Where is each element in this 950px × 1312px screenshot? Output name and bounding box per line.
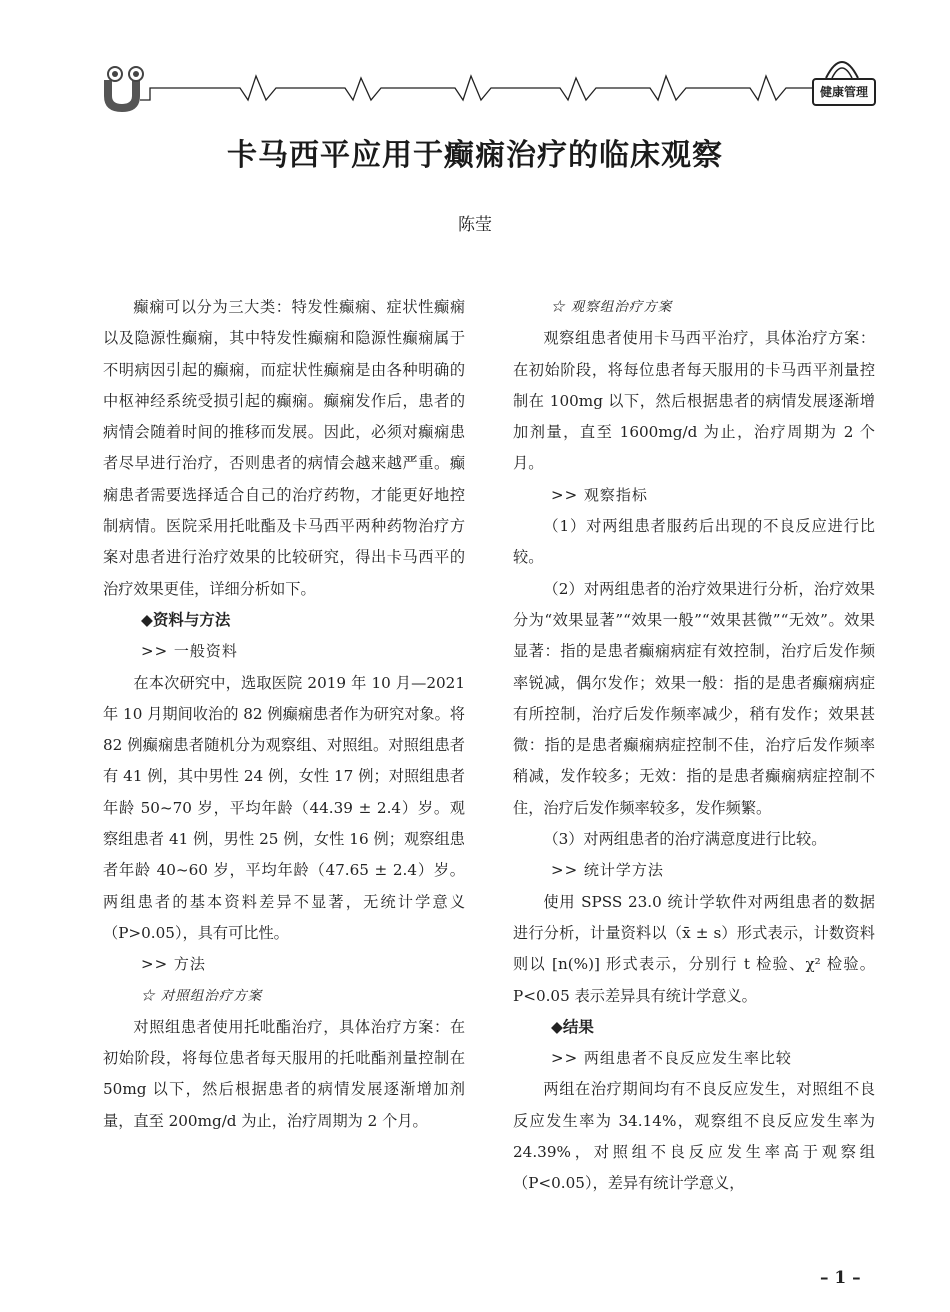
- section-heading: ◆资料与方法: [141, 610, 231, 629]
- sub-subsection-heading: ☆ 观察组治疗方案: [551, 299, 673, 315]
- paragraph: [103, 292, 465, 605]
- left-column: [103, 292, 465, 1137]
- subsection-heading: >> 一般资料: [141, 642, 238, 661]
- paragraph-text: 使用 SPSS 23.0 统计学软件对两组患者的数据进行分析，计量资料以（x̄ ± s）形式表示，计数资料则以 [n(%)] 形式表示，分别行 t 检验、χ² 检验。P<0.05 表示差异具有统计学意义。: [513, 892, 875, 1005]
- paragraph: [103, 668, 465, 950]
- paragraph-text: （2）对两组患者的治疗效果进行分析，治疗效果分为“效果显著”“效果一般”“效果甚微”“无效”。效果显著：指的是患者癫痫病症有效控制，治疗后发作频率锐减，偶尔发作；效果一般：指的是患者癫痫病症有所控制，治疗后发作频率减少，稍有发作；效果甚微：指的是患者癫痫病症控制不佳，治疗后发作频率稍减，发作较多；无效：指的是患者癫痫病症控制不住，治疗后发作频率较多，发作频繁。: [513, 579, 875, 817]
- paragraph: [513, 1074, 875, 1199]
- article-author: 陈莹: [458, 215, 492, 235]
- paragraph: [513, 824, 875, 855]
- section-tag: 健康管理: [812, 78, 876, 106]
- tag-handle-icon: [826, 62, 858, 78]
- paragraph-text: （1）对两组患者服药后出现的不良反应进行比较。: [513, 517, 875, 567]
- page-header: [0, 0, 950, 130]
- paragraph: [103, 1012, 465, 1137]
- subsection-heading: >> 方法: [141, 955, 206, 974]
- paragraph-text: （3）对两组患者的治疗满意度进行比较。: [543, 830, 827, 849]
- paragraph-text: 在本次研究中，选取医院 2019 年 10 月—2021 年 10 月期间收治的 82 例癫痫患者作为研究对象。将 82 例癫痫患者随机分为观察组、对照组。对照组患者有 41 例，其中男性 24 例，女性 17 例；对照组患者年龄 50~70 岁，平均年龄（44.39 ± 2.4）岁。观察组患者 41 例，男性 25 例，女性 16 例；观察组患者年龄 40~60 岁，平均年龄（47.65 ± 2.4）岁。两组患者的基本资料差异不显著，无统计学意义（P>0.05），具有可比性。: [103, 673, 465, 942]
- paragraph: [513, 887, 875, 1012]
- paragraph-text: 两组在治疗期间均有不良反应发生，对照组不良反应发生率为 34.14%，观察组不良反应发生率为 24.39%，对照组不良反应发生率高于观察组（P<0.05），差异有统计学意义，: [513, 1080, 875, 1193]
- subsection-heading: >> 观察指标: [551, 485, 648, 504]
- header-decoration: [0, 0, 950, 130]
- right-column: [513, 292, 875, 1200]
- paragraph-text: 对照组患者使用托吡酯治疗，具体治疗方案：在初始阶段，将每位患者每天服用的托吡酯剂量控制在 50mg 以下，然后根据患者的病情发展逐渐增加剂量，直至 200mg/d 为止，治疗周期为 2 个月。: [103, 1017, 465, 1130]
- subsection-heading: >> 统计学方法: [551, 861, 664, 880]
- section-heading: ◆结果: [551, 1017, 594, 1036]
- header-zigzag-line: [140, 76, 812, 100]
- paragraph-text: 观察组患者使用卡马西平治疗，具体治疗方案：在初始阶段，将每位患者每天服用的卡马西平剂量控制在 100mg 以下，然后根据患者的病情发展逐渐增加剂量，直至 1600mg/d 为止，治疗周期为 2 个月。: [513, 329, 875, 473]
- paragraph-text: 癫痫可以分为三大类：特发性癫痫、症状性癫痫以及隐源性癫痫，其中特发性癫痫和隐源性癫痫属于不明病因引起的癫痫，而症状性癫痫是由各种明确的中枢神经系统受损引起的癫痫。癫痫发作后，患者的病情会随着时间的推移而发展。因此，必须对癫痫患者尽早进行治疗，否则患者的病情会越来越严重。癫痫患者需要选择适合自己的治疗药物，才能更好地控制病情。医院采用托吡酯及卡马西平两种药物治疗方案对患者进行治疗效果的比较研究，得出卡马西平的治疗效果更佳，详细分析如下。: [103, 298, 465, 598]
- page-number: – 1 –: [820, 1268, 861, 1288]
- article-title: 卡马西平应用于癫痫治疗的临床观察: [227, 138, 723, 173]
- paragraph: [513, 574, 875, 824]
- paragraph: [513, 323, 875, 479]
- subsection-heading: >> 两组患者不良反应发生率比较: [551, 1049, 792, 1068]
- journal-logo-icon: [104, 67, 143, 112]
- sub-subsection-heading: ☆ 对照组治疗方案: [141, 987, 263, 1004]
- paragraph: [513, 511, 875, 574]
